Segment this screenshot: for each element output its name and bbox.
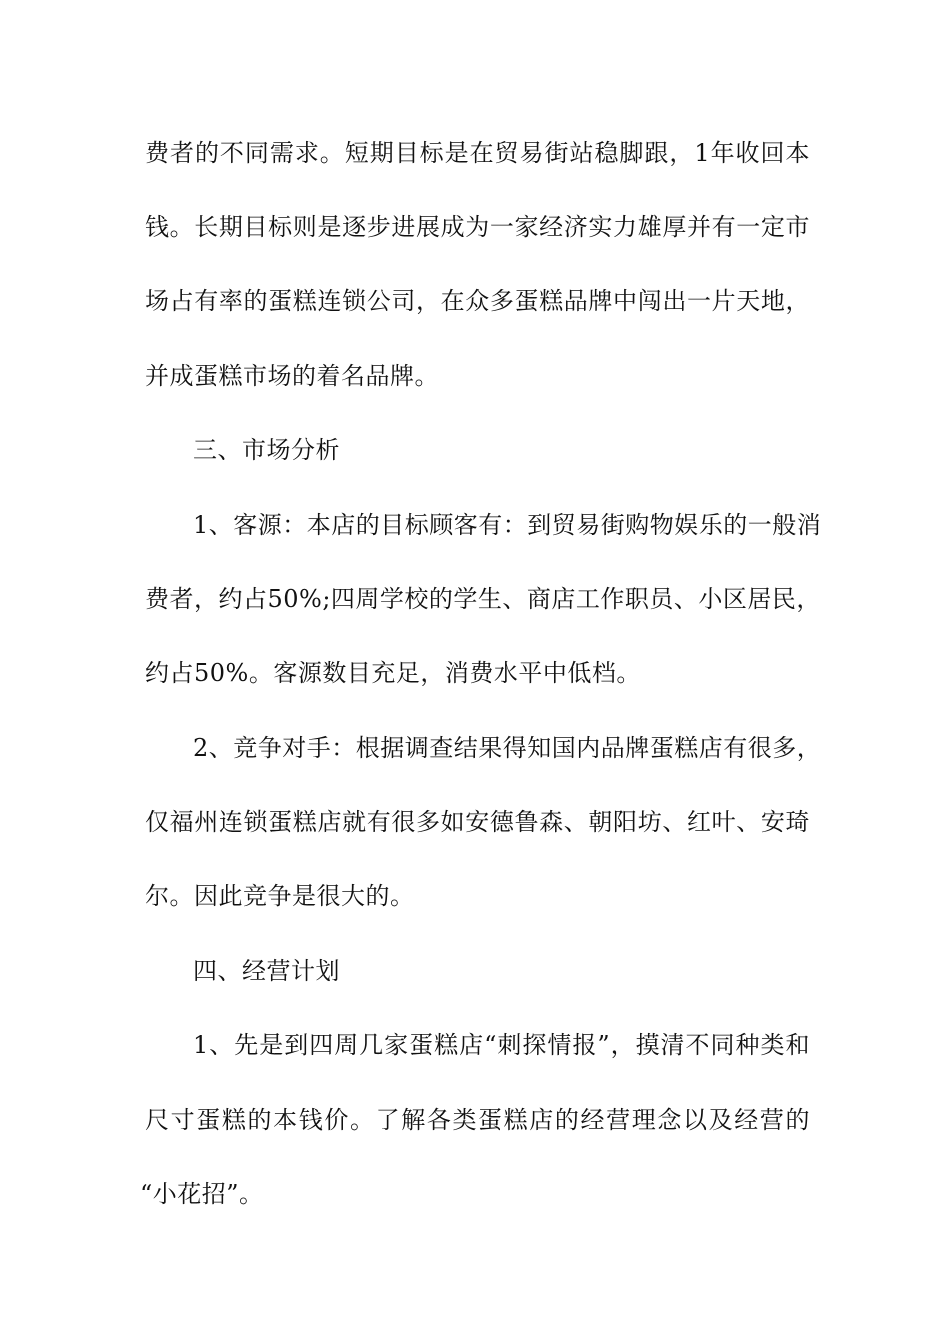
section-heading-market-analysis: 三、市场分析: [193, 436, 340, 464]
paragraph-line: “小花招”。: [140, 1180, 264, 1208]
paragraph-line: 约占50%。客源数目充足，消费水平中低档。: [145, 659, 641, 687]
paragraph-line: 1、先是到四周几家蛋糕店“刺探情报”，摸清不同种类和: [193, 1031, 810, 1059]
paragraph-line: 费者，约占50%;四周学校的学生、商店工作职员、小区居民，: [145, 585, 821, 613]
paragraph-line: 尔。因此竞争是很大的。: [145, 882, 415, 910]
paragraph-line: 1、客源：本店的目标顾客有：到贸易街购物娱乐的一般消: [193, 511, 822, 539]
paragraph-line: 并成蛋糕市场的着名品牌。: [145, 362, 439, 390]
paragraph-line: 2、竞争对手：根据调查结果得知国内品牌蛋糕店有很多，: [193, 734, 822, 762]
paragraph-line: 仅福州连锁蛋糕店就有很多如安德鲁森、朝阳坊、红叶、安琦: [145, 808, 810, 836]
paragraph-line: 钱。长期目标则是逐步进展成为一家经济实力雄厚并有一定市: [145, 213, 810, 241]
section-heading-business-plan: 四、经营计划: [193, 957, 340, 985]
paragraph-line: 费者的不同需求。短期目标是在贸易街站稳脚跟，1年收回本: [145, 139, 810, 167]
paragraph-line: 尺寸蛋糕的本钱价。了解各类蛋糕店的经营理念以及经营的: [145, 1106, 810, 1134]
paragraph-line: 场占有率的蛋糕连锁公司，在众多蛋糕品牌中闯出一片天地，: [145, 287, 810, 315]
